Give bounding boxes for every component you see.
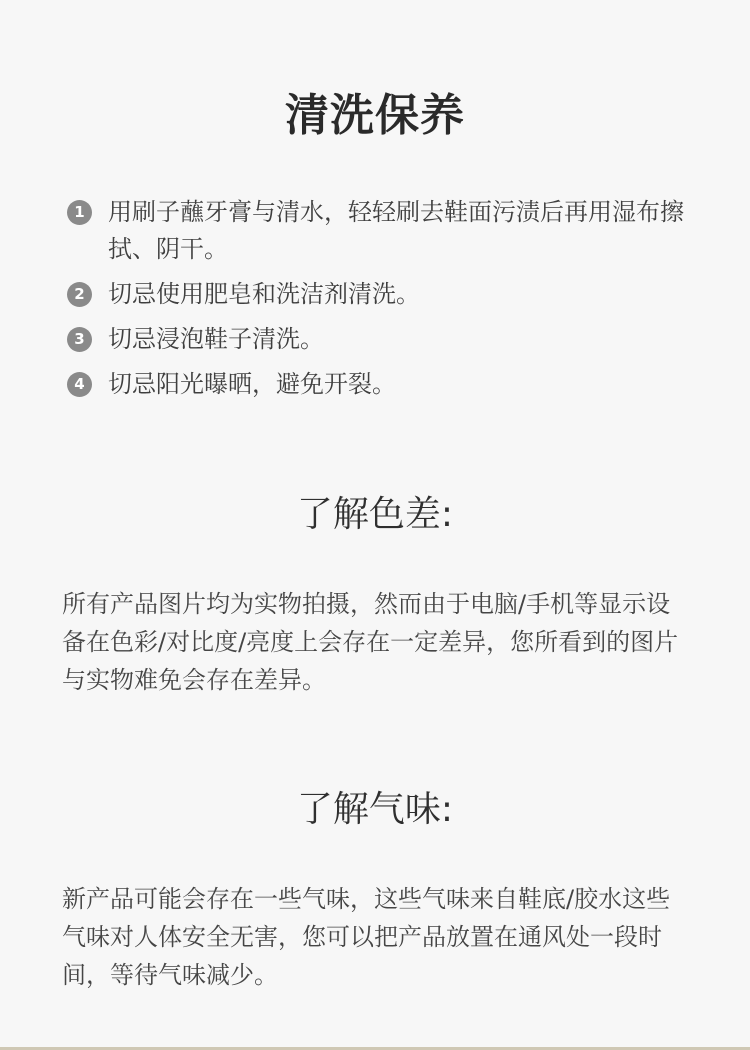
page-title: 清洗保养 — [285, 90, 465, 141]
number-badge: 3 — [67, 327, 92, 352]
list-item — [66, 276, 686, 313]
list-item — [66, 321, 686, 358]
care-item-text: 切忌使用肥皂和洗洁剂清洗。 — [108, 280, 420, 308]
care-instructions-list — [66, 194, 686, 411]
care-item-text: 切忌浸泡鞋子清洗。 — [108, 325, 324, 353]
odor-heading: 了解气味: — [296, 789, 454, 830]
care-item-text: 切忌阳光曝晒，避免开裂。 — [108, 370, 396, 398]
list-item — [66, 366, 686, 403]
number-badge: 4 — [67, 372, 92, 397]
number-badge: 1 — [67, 200, 92, 225]
color-difference-text: 所有产品图片均为实物拍摄，然而由于电脑/手机等显示设备在色彩/对比度/亮度上会存在一定差异，您所看到的图片与实物难免会存在差异。 — [62, 590, 679, 694]
care-item-text: 用刷子蘸牙膏与清水，轻轻刷去鞋面污渍后再用湿布擦拭、阴干。 — [108, 198, 684, 263]
list-item — [66, 194, 686, 268]
number-badge: 2 — [67, 282, 92, 307]
color-difference-heading: 了解色差: — [296, 494, 454, 535]
odor-text: 新产品可能会存在一些气味，这些气味来自鞋底/胶水这些气味对人体安全无害，您可以把产品放置在通风处一段时间，等待气味减少。 — [62, 885, 671, 989]
